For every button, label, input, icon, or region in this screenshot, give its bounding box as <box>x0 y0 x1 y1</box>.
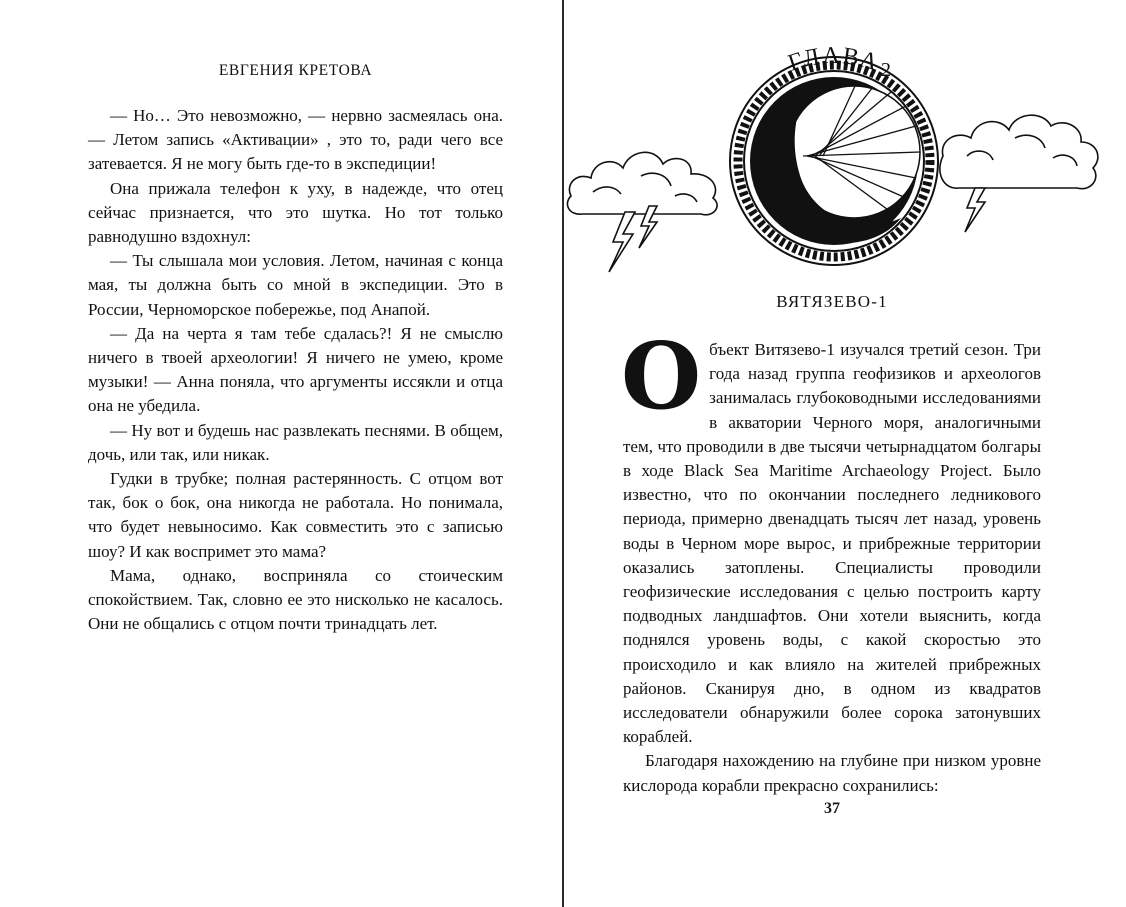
right-page-body <box>621 322 1041 798</box>
lightning-right-icon <box>965 188 985 232</box>
left-page-body <box>88 104 503 636</box>
cloud-right-icon <box>940 115 1098 189</box>
right-page <box>623 0 1041 907</box>
paragraph: — Но… Это невозможно, — нервно засмеялась она. — Летом запись «Активации» , это то, ради чего все затевается. Я не могу быть где-то в экспедиции! <box>88 106 503 174</box>
chapter-label: ГЛАВА <box>784 46 883 77</box>
cloud-left-icon <box>567 152 717 214</box>
chapter-illustration <box>563 46 1103 286</box>
chapter-title: ВЯТЯЗЕВО-1 <box>776 292 888 311</box>
paragraph: Она прижала телефон к уху, в надежде, что отец сейчас признается, что это шутка. Но тот только равнодушно вздохнул: <box>88 178 503 247</box>
paragraph: Мама, однако, восприняла со стоическим спокойствием. Так, словно ее это нисколько не касалось. Они не общались с отцом почти тринадцать лет. <box>88 565 503 634</box>
paragraph: — Ты слышала мои условия. Летом, начиная с конца мая, ты должна быть со мной в экспедиции. Это в России, Черноморское побережье, под Анапой. <box>88 251 503 319</box>
paragraph: — Да на черта я там тебе сдалась?! Я не смыслю ничего в твоей археологии! Я ничего не умею, кроме музыки! — Анна поняла, что аргументы иссякли и отца она не убедила. <box>88 323 503 416</box>
paragraph: — Ну вот и будешь нас развлекать песнями. В общем, дочь, или так, или никак. <box>88 420 503 464</box>
page-number: 37 <box>824 800 840 817</box>
chapter-number: 2 <box>881 59 891 81</box>
lightning-left-icon <box>609 206 657 272</box>
drop-cap: О <box>621 322 702 430</box>
paragraph: Благодаря нахождению на глубине при низком уровне кислорода корабли прекрасно сохранились: <box>623 751 1041 795</box>
paragraph: Гудки в трубке; полная растерянность. С отцом вот так, бок о бок, она никогда не работала. Но понимала, что будет невыносимо. Как совместить это с записью шоу? И как воспримет это мама? <box>88 469 503 561</box>
moon-emblem-illustration <box>563 46 1103 286</box>
left-page <box>88 0 503 907</box>
first-paragraph <box>621 322 1041 749</box>
running-head: ЕВГЕНИЯ КРЕТОВА <box>218 62 373 79</box>
first-paragraph-text: бъект Витязево-1 изучался третий сезон. Три года назад группа геофизиков и археологов занималась глубоководными исследованиями в акватории Черного моря, аналогичными тем, что проводили в две тысячи четырнадцатом болгары в ходе Black Sea Maritime Archaeology Project. Было известно, что по окончании последнего ледникового периода, примерно двенадцать тысяч лет назад, уровень воды в Черном море вырос, и прибрежные территории оказались затоплены. Специалисты проводили геофизические исследования с целью построить карту подводных ландшафтов. Они хотели выяснить, когда поднялся уровень воды, с какой скоростью это происходило и как влияло на жителей прибрежных районов. Сканируя дно, в одном из квадратов исследователи обнаружили более сорока затонувших кораблей. <box>623 340 1041 747</box>
